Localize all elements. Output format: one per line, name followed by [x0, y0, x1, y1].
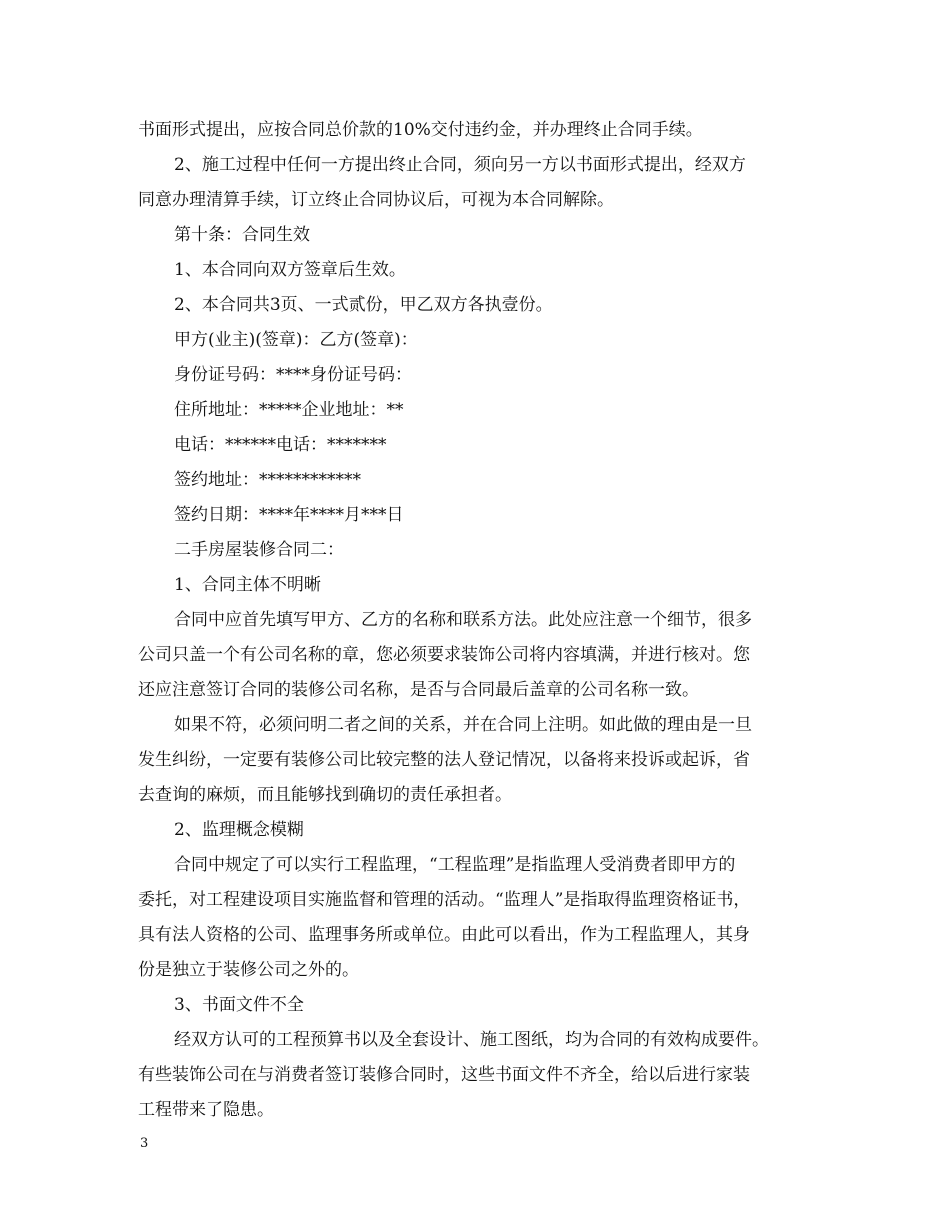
- text-line: 份是独立于装修公司之外的。: [138, 960, 359, 980]
- section-heading: 二手房屋装修合同二：: [174, 540, 344, 560]
- signing-date-line: 签约日期：****年****月***日: [174, 505, 404, 525]
- sub-heading: 1、合同主体不明晰: [174, 575, 321, 595]
- signature-line: 甲方(业主)(签章)：乙方(签章)：: [174, 330, 418, 350]
- text-line: 经双方认可的工程预算书以及全套设计、施工图纸，均为合同的有效构成要件。: [174, 1030, 769, 1050]
- text-line: 还应注意签订合同的装修公司名称，是否与合同最后盖章的公司名称一致。: [138, 680, 699, 700]
- text-line: 去查询的麻烦，而且能够找到确切的责任承担者。: [138, 785, 512, 805]
- signing-address-line: 签约地址：************: [174, 470, 361, 490]
- text-line: 同意办理清算手续，订立终止合同协议后，可视为本合同解除。: [138, 190, 614, 210]
- sub-heading: 2、监理概念模糊: [174, 820, 304, 840]
- text-line: 工程带来了隐患。: [138, 1100, 274, 1120]
- address-line: 住所地址：*****企业地址：**: [174, 400, 404, 420]
- sub-heading: 3、书面文件不全: [174, 995, 304, 1015]
- phone-line: 电话：******电话：*******: [174, 435, 387, 455]
- text-line: 2、施工过程中任何一方提出终止合同，须向另一方以书面形式提出，经双方: [174, 155, 746, 175]
- page-number: 3: [140, 1136, 149, 1151]
- text-line: 公司只盖一个有公司名称的章，您必须要求装饰公司将内容填满，并进行核对。您: [138, 645, 750, 665]
- section-heading: 第十条：合同生效: [174, 225, 310, 245]
- text-line: 具有法人资格的公司、监理事务所或单位。由此可以看出，作为工程监理人，其身: [138, 925, 750, 945]
- text-line: 1、本合同向双方签章后生效。: [174, 260, 406, 280]
- text-line: 委托，对工程建设项目实施监督和管理的活动。“监理人”是指取得监理资格证书，: [138, 890, 751, 910]
- text-line: 合同中应首先填写甲方、乙方的名称和联系方法。此处应注意一个细节，很多: [174, 610, 752, 630]
- id-number-line: 身份证号码：****身份证号码：: [174, 365, 412, 385]
- text-line: 2、本合同共3页、一式贰份，甲乙双方各执壹份。: [174, 295, 553, 315]
- text-line: 如果不符，必须问明二者之间的关系，并在合同上注明。如此做的理由是一旦: [174, 715, 752, 735]
- text-line: 有些装饰公司在与消费者签订装修合同时，这些书面文件不齐全，给以后进行家装: [138, 1065, 750, 1085]
- text-line: 合同中规定了可以实行工程监理，“工程监理”是指监理人受消费者即甲方的: [174, 855, 736, 875]
- text-line: 发生纠纷，一定要有装修公司比较完整的法人登记情况，以备将来投诉或起诉，省: [138, 750, 750, 770]
- text-line: 书面形式提出，应按合同总价款的10%交付违约金，并办理终止合同手续。: [138, 120, 703, 140]
